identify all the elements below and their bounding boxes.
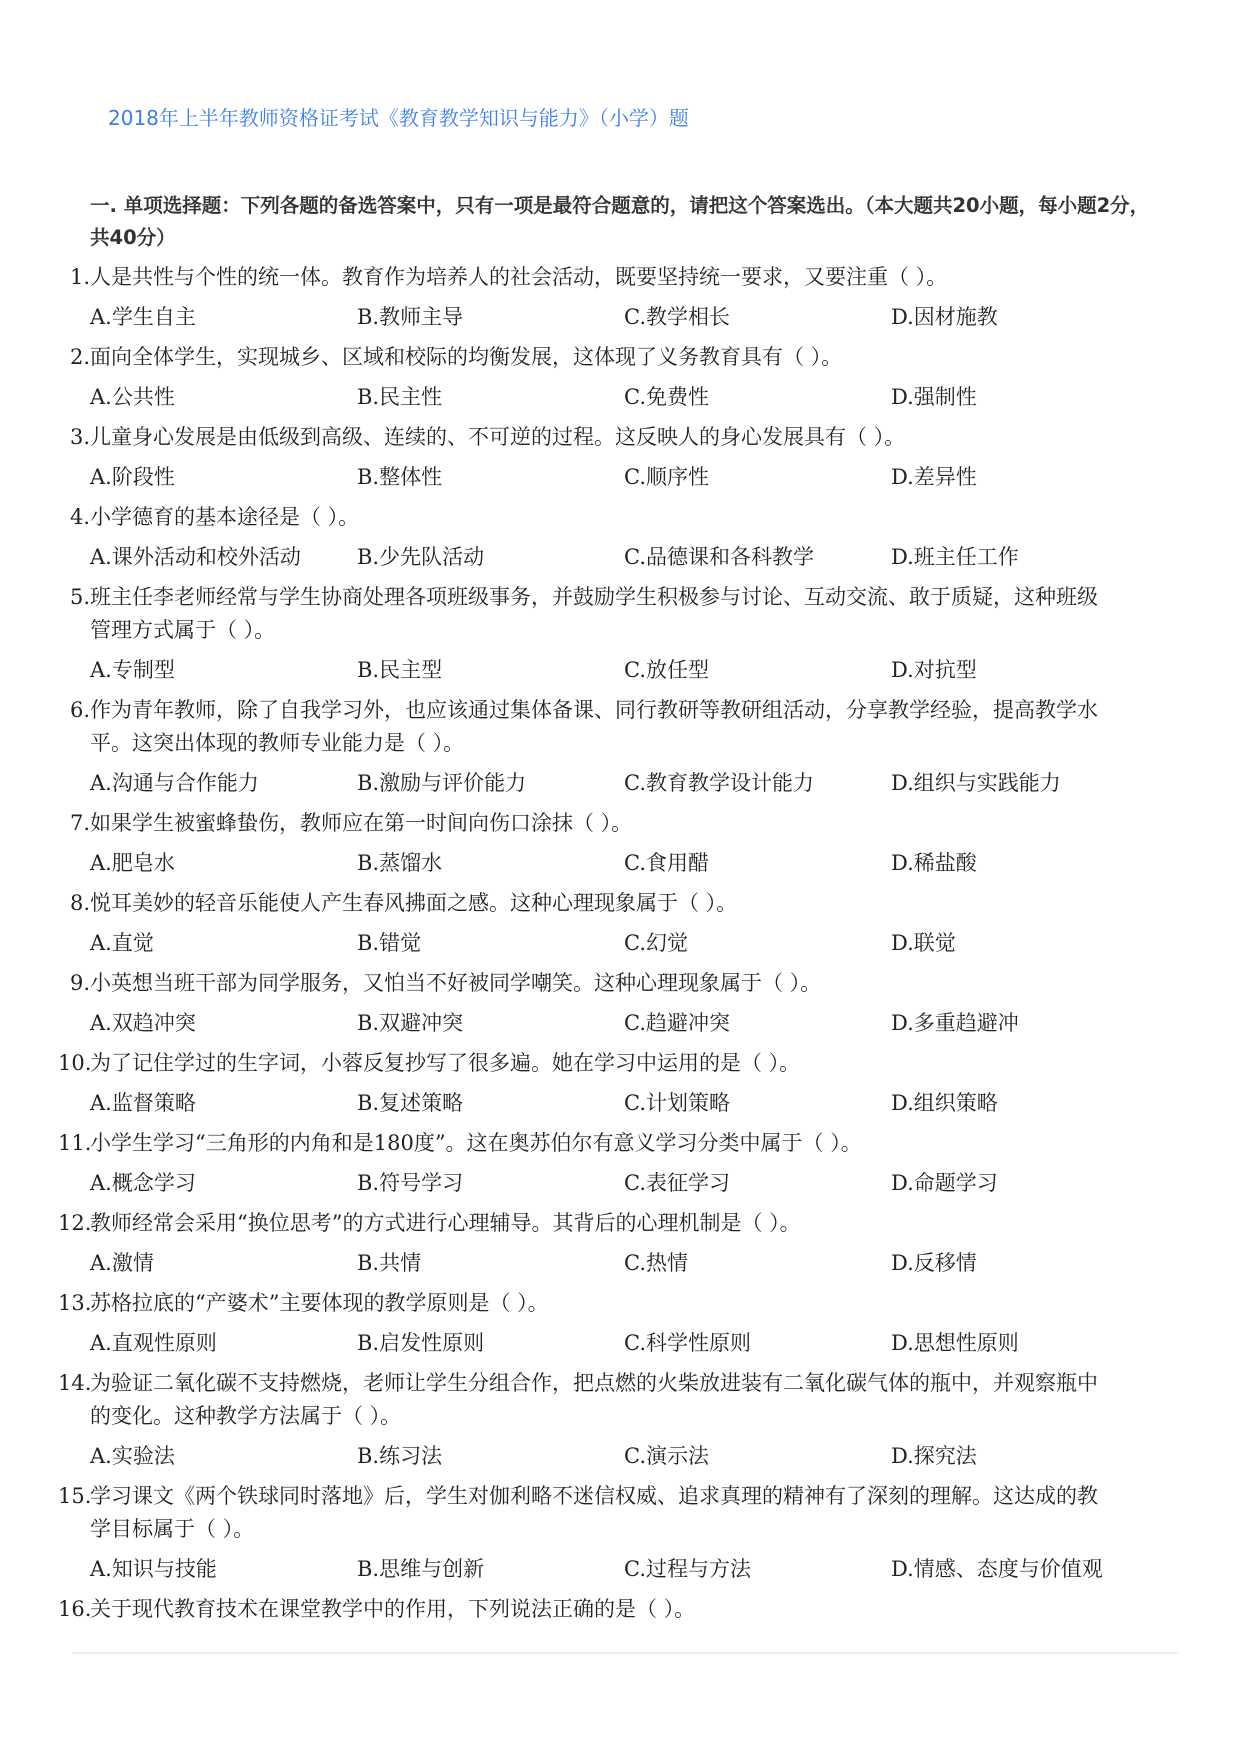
- answer-option: C.食用醋: [624, 851, 709, 875]
- question-text: 的变化。这种教学方法属于（ ）。: [90, 1404, 402, 1428]
- question-line: [58, 497, 1158, 537]
- answer-option: D.组织策略: [891, 1091, 998, 1115]
- question-text: 人是共性与个性的统一体。教育作为培养人的社会活动，既要坚持统一要求，又要注重（ ）。: [90, 265, 948, 289]
- question-text: 学目标属于（ ）。: [90, 1517, 255, 1541]
- question-number: 9.: [69, 971, 90, 995]
- question-item: [58, 690, 1158, 803]
- answer-option: D.组织与实践能力: [891, 771, 1061, 795]
- answer-option: B.思维与创新: [357, 1557, 485, 1581]
- answer-option: B.教师主导: [357, 305, 464, 329]
- answer-option: D.探究法: [891, 1444, 977, 1468]
- question-item: [58, 963, 1158, 1043]
- answer-option: B.整体性: [357, 465, 443, 489]
- answer-option: B.符号学习: [357, 1171, 464, 1195]
- question-line: [58, 1363, 1158, 1403]
- question-text: 为了记住学过的生字词，小蓉反复抄写了很多遍。她在学习中运用的是（ ）。: [90, 1051, 801, 1075]
- options-row: [58, 537, 1158, 577]
- options-row: [58, 1243, 1158, 1283]
- options-row: [58, 1003, 1158, 1043]
- document-title: 2018年上半年教师资格证考试《教育教学知识与能力》（小学）题: [108, 106, 689, 130]
- page-divider: [72, 1652, 1178, 1654]
- question-text: 作为青年教师，除了自我学习外，也应该通过集体备课、同行教研等教研组活动，分享教学经验，提高教学水: [90, 698, 1098, 722]
- question-text: 儿童身心发展是由低级到高级、连续的、不可逆的过程。这反映人的身心发展具有（ ）。: [90, 425, 906, 449]
- options-row: [58, 1549, 1158, 1589]
- answer-option: B.练习法: [357, 1444, 443, 1468]
- answer-option: C.表征学习: [624, 1171, 730, 1195]
- answer-option: B.激励与评价能力: [357, 771, 527, 795]
- question-text: 小学生学习“三角形的内角和是180度”。这在奥苏伯尔有意义学习分类中属于（ ）。: [90, 1131, 862, 1155]
- answer-option: D.反移情: [891, 1251, 977, 1275]
- answer-option: A.沟通与合作能力: [90, 771, 259, 795]
- answer-option: C.趋避冲突: [624, 1011, 730, 1035]
- question-item: [58, 1043, 1158, 1123]
- question-number: 5.: [69, 585, 90, 609]
- question-item: [58, 577, 1158, 690]
- answer-option: C.热情: [624, 1251, 688, 1275]
- answer-option: A.激情: [90, 1251, 154, 1275]
- question-item: [58, 417, 1158, 497]
- answer-option: D.强制性: [891, 385, 977, 409]
- question-text: 管理方式属于（ ）。: [90, 618, 276, 642]
- answer-option: C.品德课和各科教学: [624, 545, 814, 569]
- question-item: [58, 337, 1158, 417]
- question-number: 11.: [58, 1131, 92, 1155]
- question-line: [58, 730, 1158, 763]
- question-text: 面向全体学生，实现城乡、区域和校际的均衡发展，这体现了义务教育具有（ ）。: [90, 345, 843, 369]
- question-number: 6.: [69, 698, 90, 722]
- answer-option: C.演示法: [624, 1444, 709, 1468]
- options-row: [58, 1163, 1158, 1203]
- question-item: [58, 1476, 1158, 1589]
- question-item: [58, 1589, 1158, 1629]
- answer-option: B.民主性: [357, 385, 443, 409]
- question-line: [58, 417, 1158, 457]
- question-number: 7.: [69, 811, 90, 835]
- question-number: 13.: [58, 1291, 92, 1315]
- answer-option: B.少先队活动: [357, 545, 485, 569]
- question-text: 学习课文《两个铁球同时落地》后，学生对伽利略不迷信权威、追求真理的精神有了深刻的理解。这达成的教: [90, 1484, 1098, 1508]
- options-row: [58, 297, 1158, 337]
- answer-option: A.阶段性: [90, 465, 175, 489]
- answer-option: D.班主任工作: [891, 545, 1019, 569]
- answer-option: B.复述策略: [357, 1091, 464, 1115]
- question-item: [58, 1283, 1158, 1363]
- answer-option: D.思想性原则: [891, 1331, 1019, 1355]
- answer-option: A.课外活动和校外活动: [90, 545, 301, 569]
- question-line: [58, 803, 1158, 843]
- answer-option: B.错觉: [357, 931, 422, 955]
- question-text: 小英想当班干部为同学服务，又怕当不好被同学嘲笑。这种心理现象属于（ ）。: [90, 971, 822, 995]
- answer-option: A.肥皂水: [90, 851, 175, 875]
- question-item: [58, 257, 1158, 337]
- question-number: 10.: [58, 1051, 92, 1075]
- question-line: [58, 617, 1158, 650]
- answer-option: C.顺序性: [624, 465, 709, 489]
- question-text: 教师经常会采用“换位思考”的方式进行心理辅导。其背后的心理机制是（ ）。: [90, 1211, 801, 1235]
- answer-option: C.教育教学设计能力: [624, 771, 814, 795]
- question-line: [58, 1476, 1158, 1516]
- options-row: [58, 763, 1158, 803]
- answer-option: D.情感、态度与价值观: [891, 1557, 1103, 1581]
- question-line: [58, 1043, 1158, 1083]
- question-number: 12.: [58, 1211, 92, 1235]
- question-text: 小学德育的基本途径是（ ）。: [90, 505, 360, 529]
- question-number: 15.: [58, 1484, 92, 1508]
- answer-option: D.稀盐酸: [891, 851, 977, 875]
- answer-option: A.直觉: [90, 931, 154, 955]
- question-item: [58, 497, 1158, 577]
- question-item: [58, 803, 1158, 883]
- question-number: 4.: [69, 505, 90, 529]
- question-line: [58, 963, 1158, 1003]
- question-list: [58, 257, 1158, 1629]
- question-text: 关于现代教育技术在课堂教学中的作用，下列说法正确的是（ ）。: [90, 1597, 696, 1621]
- question-line: [58, 1403, 1158, 1436]
- question-item: [58, 1363, 1158, 1476]
- question-line: [58, 1589, 1158, 1629]
- answer-option: D.命题学习: [891, 1171, 998, 1195]
- question-item: [58, 883, 1158, 963]
- question-item: [58, 1203, 1158, 1283]
- question-text: 苏格拉底的“产婆术”主要体现的教学原则是（ ）。: [90, 1291, 549, 1315]
- question-line: [58, 1283, 1158, 1323]
- answer-option: A.公共性: [90, 385, 175, 409]
- answer-option: C.过程与方法: [624, 1557, 751, 1581]
- question-line: [58, 1516, 1158, 1549]
- answer-option: C.计划策略: [624, 1091, 730, 1115]
- question-number: 14.: [58, 1371, 92, 1395]
- question-number: 2.: [69, 345, 90, 369]
- options-row: [58, 923, 1158, 963]
- answer-option: D.对抗型: [891, 658, 977, 682]
- question-number: 16.: [58, 1597, 92, 1621]
- answer-option: D.差异性: [891, 465, 977, 489]
- question-number: 1.: [69, 265, 90, 289]
- answer-option: C.放任型: [624, 658, 709, 682]
- question-line: [58, 883, 1158, 923]
- answer-option: C.免费性: [624, 385, 709, 409]
- answer-option: C.教学相长: [624, 305, 730, 329]
- answer-option: A.实验法: [90, 1444, 175, 1468]
- options-row: [58, 377, 1158, 417]
- answer-option: B.双避冲突: [357, 1011, 464, 1035]
- answer-option: B.蒸馏水: [357, 851, 443, 875]
- answer-option: D.多重趋避冲: [891, 1011, 1019, 1035]
- answer-option: B.共情: [357, 1251, 422, 1275]
- answer-option: C.幻觉: [624, 931, 688, 955]
- answer-option: A.监督策略: [90, 1091, 196, 1115]
- question-text: 如果学生被蜜蜂蛰伤，教师应在第一时间向伤口涂抹（ ）。: [90, 811, 633, 835]
- answer-option: D.联觉: [891, 931, 956, 955]
- question-line: [58, 1123, 1158, 1163]
- question-text: 为验证二氧化碳不支持燃烧，老师让学生分组合作，把点燃的火柴放进装有二氧化碳气体的瓶中，并观察瓶中: [90, 1371, 1098, 1395]
- question-line: [58, 1203, 1158, 1243]
- question-line: [58, 577, 1158, 617]
- section-heading: 一. 单项选择题：下列各题的备选答案中，只有一项是最符合题意的，请把这个答案选出。（本大题共20小题，每小题2分，共40分）: [90, 194, 1150, 249]
- question-line: [58, 690, 1158, 730]
- question-text: 平。这突出体现的教师专业能力是（ ）。: [90, 731, 465, 755]
- question-number: 3.: [69, 425, 90, 449]
- answer-option: A.专制型: [90, 658, 175, 682]
- answer-option: A.双趋冲突: [90, 1011, 196, 1035]
- answer-option: C.科学性原则: [624, 1331, 751, 1355]
- answer-option: B.民主型: [357, 658, 443, 682]
- answer-option: A.概念学习: [90, 1171, 196, 1195]
- answer-option: A.直观性原则: [90, 1331, 217, 1355]
- answer-option: A.知识与技能: [90, 1557, 217, 1581]
- answer-option: B.启发性原则: [357, 1331, 485, 1355]
- question-text: 悦耳美妙的轻音乐能使人产生春风拂面之感。这种心理现象属于（ ）。: [90, 891, 738, 915]
- options-row: [58, 457, 1158, 497]
- options-row: [58, 1436, 1158, 1476]
- answer-option: D.因材施教: [891, 305, 998, 329]
- question-line: [58, 257, 1158, 297]
- question-line: [58, 337, 1158, 377]
- question-text: 班主任李老师经常与学生协商处理各项班级事务，并鼓励学生积极参与讨论、互动交流、敢于质疑，这种班级: [90, 585, 1098, 609]
- question-number: 8.: [69, 891, 90, 915]
- options-row: [58, 650, 1158, 690]
- options-row: [58, 1323, 1158, 1363]
- options-row: [58, 843, 1158, 883]
- answer-option: A.学生自主: [90, 305, 196, 329]
- question-item: [58, 1123, 1158, 1203]
- options-row: [58, 1083, 1158, 1123]
